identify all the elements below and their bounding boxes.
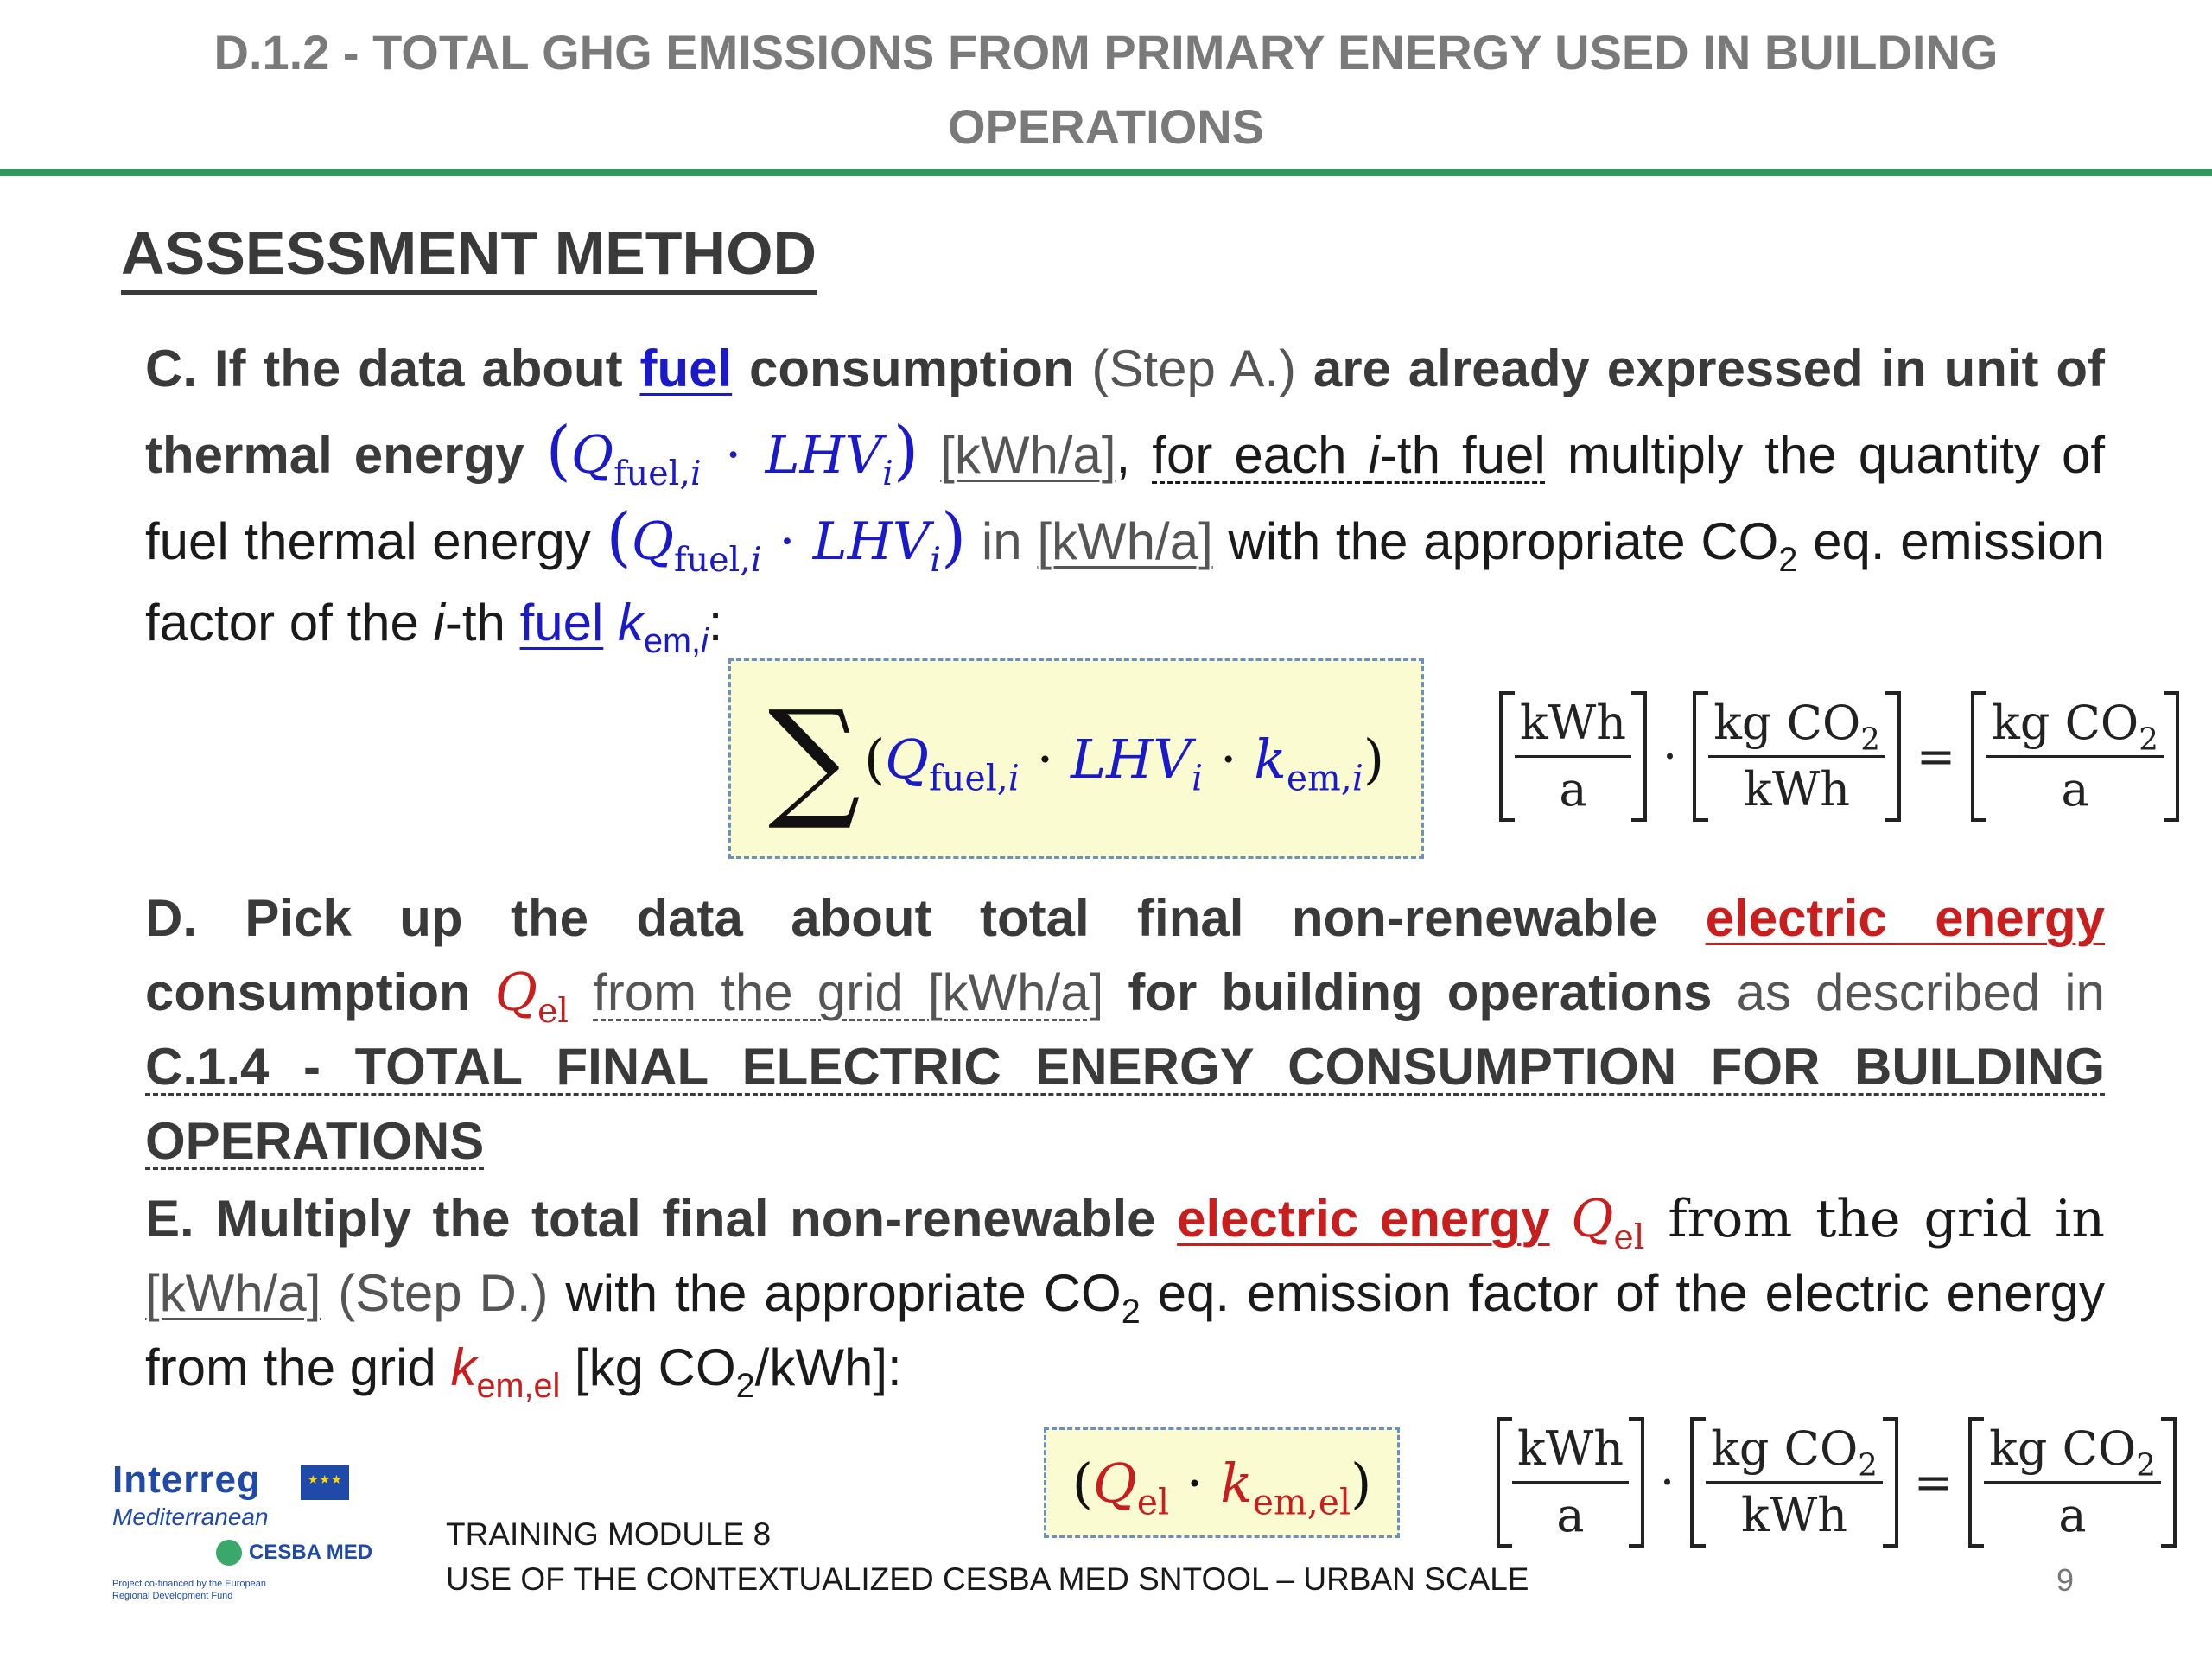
unit-bracket: kWh a: [1499, 691, 1647, 822]
cesba-med-logo: CESBA MED: [216, 1540, 389, 1566]
q-lhv-expression: $(Q_{fuel,i} \cdot LHV_i)$: [545, 412, 919, 493]
electric-energy-link[interactable]: electric energy: [1177, 1190, 1550, 1248]
unit-kwh-a: [kWh/a]: [1037, 512, 1213, 570]
electric-energy-link[interactable]: electric energy: [1705, 889, 2105, 947]
step-c-paragraph: C. If the data about fuel consumption (Step A.) are already expressed in unit of thermal energy $(Q_{fuel,i} \cdot LHV_i)$ [kWh/a], for each i-th fuel multiply the quantity of fuel thermal energy $(Q_{fuel,i} \cdot LHV_i)$ in [kWh/a] with the appropriate $CO_2$ eq. emission factor of the i-th fuel $k_{em,i}$:: [145, 340, 2106, 660]
k-em-i: $k_{em,i}$: [617, 594, 709, 660]
formula-electric-expression: $(Q_{el} \cdot k_{em,el})$: [1071, 1451, 1372, 1522]
fuel-link[interactable]: fuel: [639, 340, 733, 397]
interreg-logo: [112, 1459, 389, 1614]
logo-interreg-text: Interreg: [112, 1459, 261, 1501]
logo-mediterranean-text: Mediterranean: [112, 1503, 269, 1530]
slide-title: [0, 0, 2212, 169]
footer-line-2: USE OF THE CONTEXTUALIZED CESBA MED SNTOOL – URBAN SCALE: [446, 1561, 1529, 1597]
step-c-text: multiply the quantity of fuel thermal energy: [145, 426, 2106, 570]
slide-title-line-2: OPERATIONS: [947, 99, 1265, 154]
formula-box-fuel: [728, 658, 1424, 859]
q-el: $Q_{el}$: [1571, 1189, 1645, 1257]
reference-c14[interactable]: C.1.4 - TOTAL FINAL ELECTRIC ENERGY CONSUMPTION FOR BUILDING OPERATIONS: [145, 1038, 2105, 1170]
for-each-fuel: for each i-th fuel: [1152, 426, 1546, 484]
unit-bracket: $\frac{kg CO_2}{a}$: [1968, 1417, 2177, 1548]
eu-flag-icon: [301, 1465, 349, 1500]
units-equation-2: kWh a · kg $CO_2$ kWh = $\frac{kg CO_2}{a}$: [1497, 1417, 2177, 1548]
slide-title-line-1: D.1.2 - TOTAL GHG EMISSIONS FROM PRIMARY ENERGY USED IN BUILDING: [213, 25, 1999, 79]
unit-bracket: $\frac{kg CO_2}{a}$: [1971, 691, 2179, 822]
step-c-text: consumption: [732, 340, 1075, 397]
units-equation-1: kWh a · kg $CO_2$ kWh = $\frac{kg CO_2}{a}$: [1499, 691, 2179, 822]
step-c-ref: (Step A.): [1074, 340, 1313, 397]
page-number: 9: [2056, 1562, 2075, 1598]
formula-fuel-expression: $(Q_{fuel,i} \cdot LHV_i \cdot k_{em,i})$: [863, 727, 1385, 798]
fuel-link[interactable]: fuel: [519, 594, 604, 652]
sigma-symbol: ∑: [767, 683, 861, 834]
logo-fund-text: Project co-financed by the European Regional Development Fund: [112, 1579, 266, 1601]
unit-kwh-a: [kWh/a]: [145, 1264, 321, 1322]
step-e-paragraph: E. Multiply the total final non-renewable electric energy $Q_{el}$ from the grid in [kWh/a] (Step D.) with the appropriate $CO_2$ eq. emission factor of the electric energy from the grid $k_{em,el}$ [kg $CO_2/kWh$]:: [145, 1189, 2106, 1405]
footer-text: [446, 1512, 1529, 1602]
section-heading: ASSESSMENT METHOD: [121, 218, 817, 295]
unit-bracket: kWh a: [1497, 1417, 1644, 1548]
q-lhv-expression: $(Q_{fuel,i} \cdot LHV_i)$: [606, 499, 967, 580]
unit-kwh-a: [kWh/a]: [940, 426, 1116, 484]
footer-line-1: TRAINING MODULE 8: [446, 1516, 772, 1552]
step-c-text: C. If the data about: [145, 340, 640, 397]
step-d-paragraph: D. Pick up the data about total final non-renewable electric energy consumption $Q_{el}$ from the grid [kWh/a] for building operations as described in C.1.4 - TOTAL FINAL ELECTRIC ENERGY CONSUMPTION FOR BUILDING OPERATIONS: [145, 889, 2105, 1170]
unit-bracket: kg $CO_2$ kWh: [1693, 691, 1901, 822]
q-el: $Q_{el}$: [494, 963, 569, 1031]
unit-bracket: kg $CO_2$ kWh: [1690, 1417, 1898, 1548]
step-c-text: are already expressed in unit of thermal energy: [145, 340, 2105, 484]
cesba-leaf-icon: [216, 1540, 242, 1566]
k-em-el: $k_{em,el}$: [450, 1338, 561, 1405]
from-grid-unit: from the grid [kWh/a]: [593, 963, 1104, 1021]
header-divider: [0, 169, 2212, 176]
